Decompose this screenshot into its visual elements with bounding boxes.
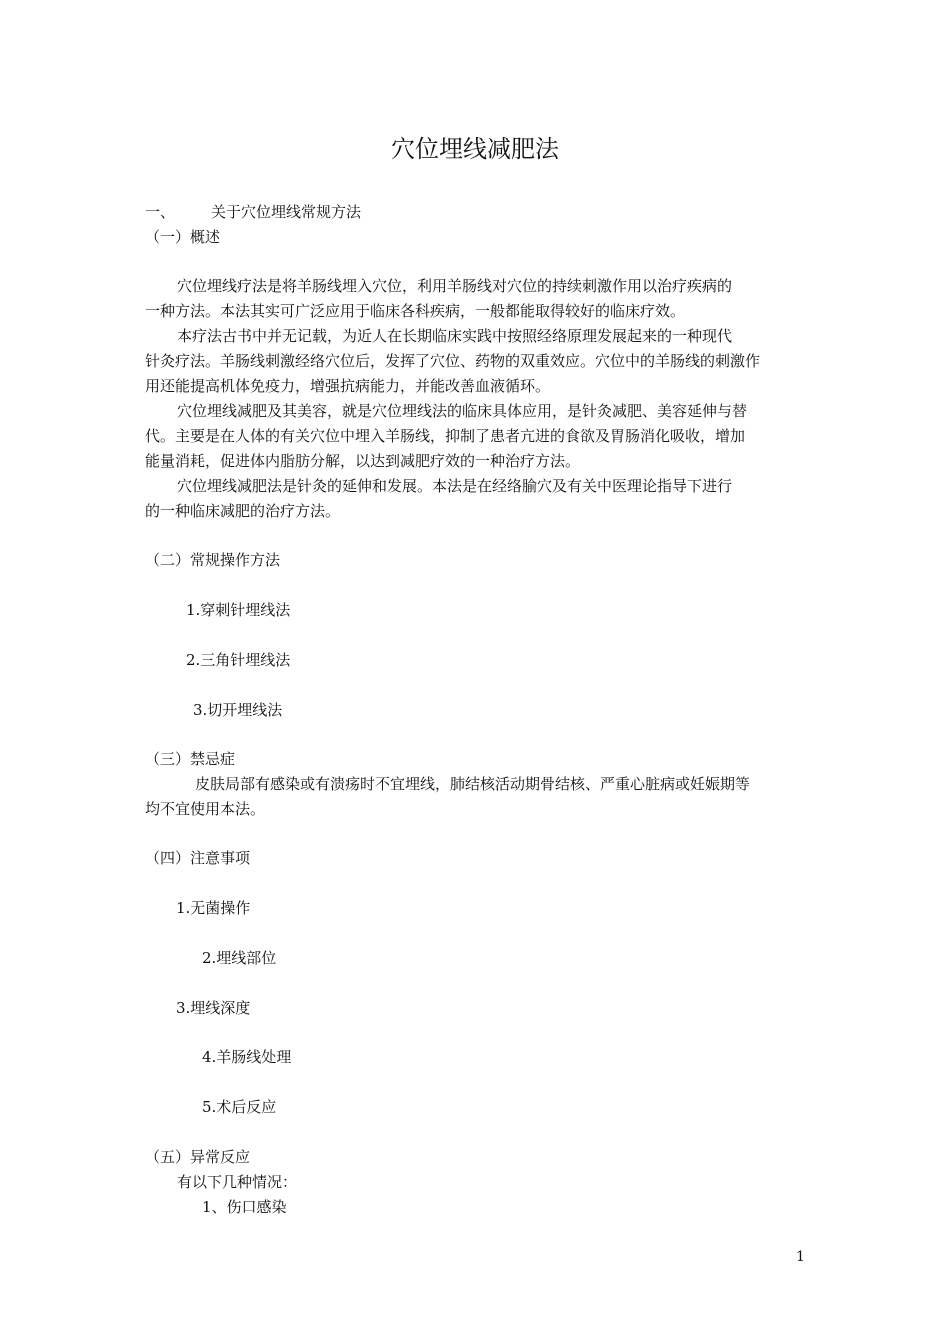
text-line: 本疗法古书中并无记载，为近人在长期临床实践中按照经络原理发展起来的一种现代 bbox=[177, 327, 733, 345]
overview-paragraph-2 bbox=[145, 324, 810, 399]
text-line: 能量消耗，促进体内脂肪分解，以达到减肥疗效的一种治疗方法。 bbox=[145, 452, 581, 470]
abnormal-intro: 有以下几种情况： bbox=[177, 1173, 298, 1191]
methods-heading: （二）常规操作方法 bbox=[145, 551, 281, 569]
overview-paragraph-3 bbox=[145, 399, 810, 474]
document-title: 穴位埋线减肥法 bbox=[391, 135, 559, 163]
notes-item-1: 1.无菌操作 bbox=[176, 899, 251, 917]
contraindication-heading: （三）禁忌症 bbox=[145, 750, 236, 768]
notes-heading: （四）注意事项 bbox=[145, 849, 251, 867]
contraindication-paragraph bbox=[145, 772, 810, 822]
abnormal-item-1: 1、伤口感染 bbox=[202, 1198, 287, 1216]
methods-item-2: 2.三角针埋线法 bbox=[186, 651, 291, 669]
text-line: 代。主要是在人体的有关穴位中埋入羊肠线，抑制了患者亢进的食欲及胃肠消化吸收，增加 bbox=[145, 427, 746, 445]
text-line: 针灸疗法。羊肠线刺激经络穴位后，发挥了穴位、药物的双重效应。穴位中的羊肠线的刺激作 bbox=[145, 352, 761, 370]
page-number: 1 bbox=[796, 1249, 805, 1265]
abnormal-heading: （五）异常反应 bbox=[145, 1148, 251, 1166]
text-line: 用还能提高机体免疫力，增强抗病能力，并能改善血液循环。 bbox=[145, 377, 551, 395]
text-line: 一种方法。本法其实可广泛应用于临床各科疾病，一般都能取得较好的临床疗效。 bbox=[145, 302, 686, 320]
text-line: 穴位埋线减肥及其美容，就是穴位埋线法的临床具体应用，是针灸减肥、美容延伸与替 bbox=[177, 402, 748, 420]
notes-item-3: 3.埋线深度 bbox=[176, 999, 251, 1017]
methods-item-3: 3.切开埋线法 bbox=[193, 701, 283, 719]
overview-paragraph-1 bbox=[145, 274, 810, 324]
overview-paragraph-4 bbox=[145, 474, 810, 524]
text-line: 均不宜使用本法。 bbox=[145, 800, 266, 818]
notes-item-5: 5.术后反应 bbox=[202, 1098, 277, 1116]
notes-item-2: 2.埋线部位 bbox=[202, 949, 277, 967]
section-heading: 关于穴位埋线常规方法 bbox=[211, 203, 362, 221]
methods-item-1: 1.穿刺针埋线法 bbox=[186, 601, 291, 619]
text-line: 皮肤局部有感染或有溃疡时不宜埋线，肺结核活动期骨结核、严重心脏病或妊娠期等 bbox=[195, 775, 751, 793]
text-line: 穴位埋线疗法是将羊肠线埋入穴位，利用羊肠线对穴位的持续刺激作用以治疗疾病的 bbox=[177, 277, 733, 295]
text-line: 穴位埋线减肥法是针灸的延伸和发展。本法是在经络腧穴及有关中医理论指导下进行 bbox=[177, 477, 733, 495]
section-number: 一、 bbox=[145, 203, 176, 221]
notes-item-4: 4.羊肠线处理 bbox=[202, 1048, 292, 1066]
overview-heading: （一）概述 bbox=[145, 228, 221, 246]
text-line: 的一种临床减肥的治疗方法。 bbox=[145, 502, 341, 520]
